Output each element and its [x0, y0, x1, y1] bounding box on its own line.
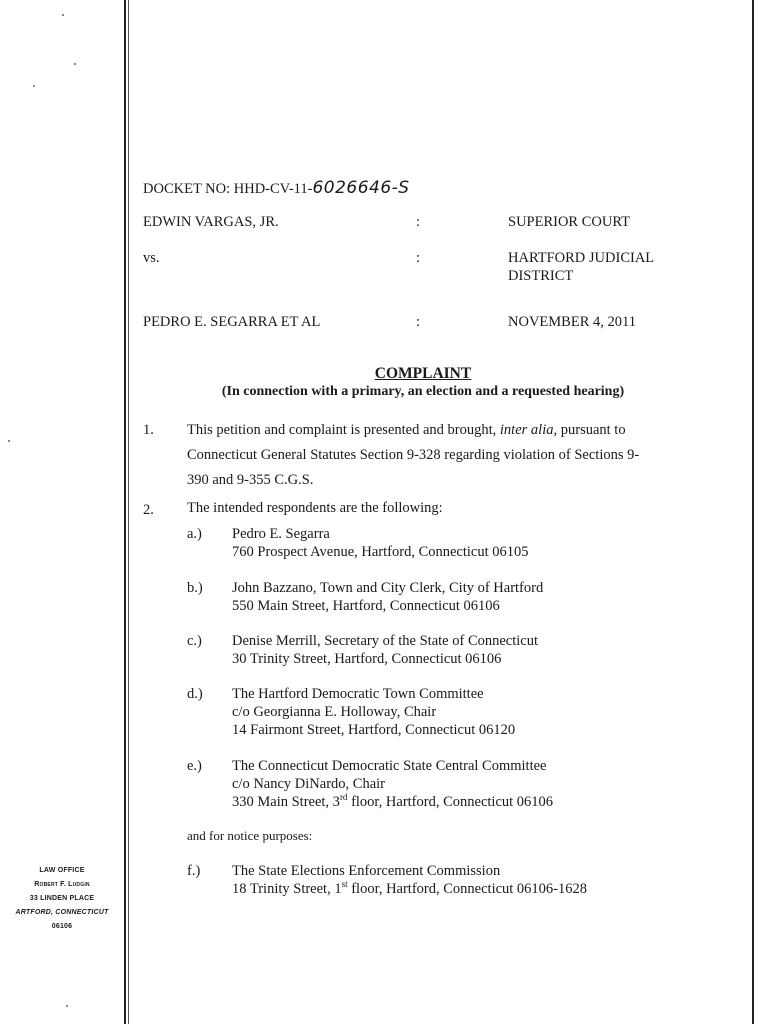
respondent-name: Denise Merrill, Secretary of the State of Connecticut	[232, 633, 539, 649]
paragraph-1-text: This petition and complaint is presented and brought, inter alia, pursuant to Connecticut General Statutes Section 9-328 regarding violation of Sections 9-390 and 9-355 C.G.S.	[187, 422, 640, 488]
defendant-name: PEDRO E. SEGARRA ET AL	[143, 314, 321, 330]
respondent-name: The State Elections Enforcement Commission	[232, 863, 501, 879]
respondent-address: 14 Fairmont Street, Hartford, Connecticut 06120	[232, 722, 516, 738]
respondent-name: The Hartford Democratic Town Committee	[232, 686, 484, 702]
law-office-street: 33 LINDEN PLACE	[29, 895, 95, 902]
scan-speck	[33, 85, 35, 87]
scan-speck	[66, 1005, 68, 1007]
respondent-letter: f.)	[187, 863, 201, 879]
respondent-contact: c/o Georgianna E. Holloway, Chair	[232, 704, 437, 720]
respondent-letter: e.)	[187, 758, 202, 774]
scan-speck	[8, 440, 10, 442]
law-office-city: ARTFORD, CONNECTICUT	[15, 909, 109, 916]
respondent-address: 30 Trinity Street, Hartford, Connecticut 06106	[232, 651, 502, 667]
paragraph-number-2: 2.	[143, 502, 154, 518]
document-subtitle: (In connection with a primary, an election and a requested hearing)	[221, 384, 625, 399]
respondent-letter: a.)	[187, 526, 202, 542]
caption-colon: :	[416, 250, 421, 266]
respondent-address: 18 Trinity Street, 1st floor, Hartford, Connecticut 06106-1628	[232, 879, 588, 897]
plaintiff-name: EDWIN VARGAS, JR.	[143, 214, 279, 230]
caption-colon: :	[416, 314, 421, 330]
respondent-address: 330 Main Street, 3rd floor, Hartford, Connecticut 06106	[232, 792, 554, 810]
left-margin-rule-inner	[128, 0, 129, 1024]
versus-label: vs.	[143, 250, 160, 266]
respondent-contact: c/o Nancy DiNardo, Chair	[232, 776, 386, 792]
inter-alia-phrase: inter alia,	[499, 422, 558, 438]
respondent-address: 550 Main Street, Hartford, Connecticut 06106	[232, 598, 500, 614]
paragraph-2-text: The intended respondents are the following:	[187, 500, 443, 516]
respondent-address: 760 Prospect Avenue, Hartford, Connecticut 06105	[232, 544, 529, 560]
docket-number	[143, 178, 410, 198]
respondent-name: The Connecticut Democratic State Central Committee	[232, 758, 547, 774]
judicial-district-line-2: DISTRICT	[508, 268, 574, 284]
law-office-attorney: Robert F. Ludgin	[34, 881, 90, 888]
notice-purposes-note: and for notice purposes:	[187, 828, 313, 843]
respondent-letter: c.)	[187, 633, 202, 649]
law-office-zip: 06106	[51, 923, 73, 930]
scan-speck	[74, 63, 76, 65]
left-margin-rule	[124, 0, 126, 1024]
respondent-name: Pedro E. Segarra	[232, 526, 330, 542]
respondent-letter: b.)	[187, 580, 203, 596]
judicial-district-line-1: HARTFORD JUDICIAL	[508, 250, 655, 266]
right-margin-rule	[752, 0, 754, 1024]
respondent-name: John Bazzano, Town and City Clerk, City of Hartford	[232, 580, 544, 596]
document-title: COMPLAINT	[374, 365, 472, 382]
paragraph-number-1: 1.	[143, 422, 154, 438]
law-office-block	[10, 864, 114, 934]
docket-handwritten-number: 6026646-S	[312, 178, 410, 198]
scan-speck	[62, 14, 64, 16]
respondent-letter: d.)	[187, 686, 203, 702]
docket-label: DOCKET NO: HHD-CV-11-	[143, 181, 313, 197]
caption-colon: :	[416, 214, 421, 230]
court-name: SUPERIOR COURT	[508, 214, 630, 230]
law-office-heading: LAW OFFICE	[39, 867, 85, 874]
filing-date: NOVEMBER 4, 2011	[508, 314, 636, 330]
